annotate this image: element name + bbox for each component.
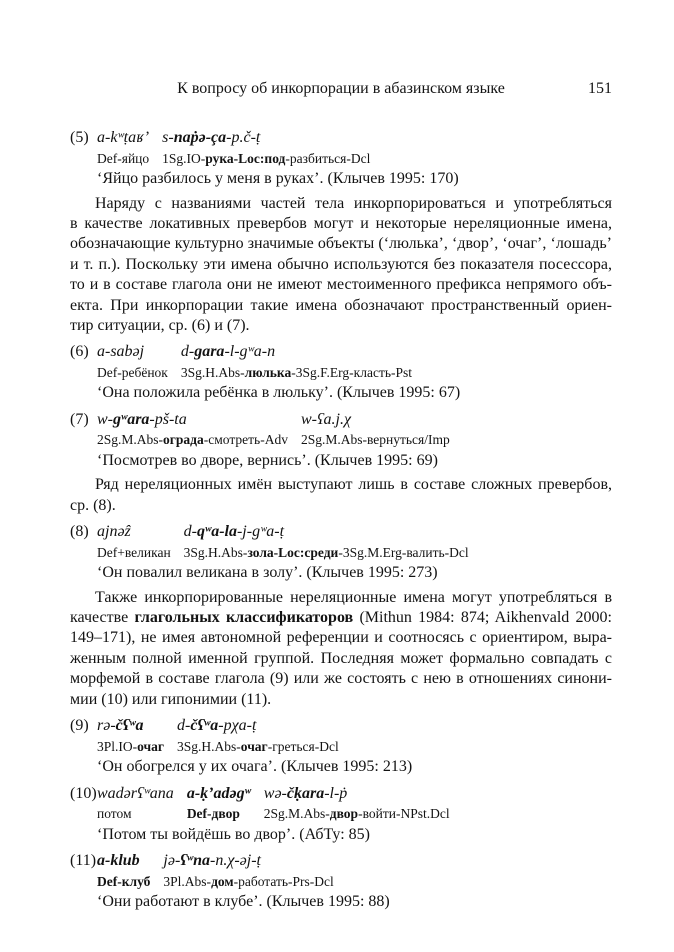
content xyxy=(70,128,612,913)
gloss-line xyxy=(97,737,164,758)
bold-segment: двор xyxy=(329,806,359,822)
text-segment: морфемой в составе глагола (9) или же состоять с нею в отношениях синони- xyxy=(70,670,612,688)
bold-segment: глагольных классификаторов xyxy=(134,609,354,627)
word-column xyxy=(162,128,370,169)
example-number: (5) xyxy=(70,129,89,146)
text-segment: 3Pl.IO- xyxy=(97,738,138,754)
text-segment: -n.χ-əj-ṭ xyxy=(209,852,261,870)
text-segment: 1Sg.IO- xyxy=(162,150,206,166)
example-body xyxy=(97,716,612,778)
transcription-line xyxy=(177,716,339,737)
text-segment: 149–171), не имея автономной референции и соотносясь с ориентиром, выра- xyxy=(70,629,612,647)
text-segment: в качестве локативных превербов могут и некоторые нереляционные имена, xyxy=(70,214,612,232)
interlinear-row xyxy=(97,410,612,451)
example-number: (6) xyxy=(70,343,89,361)
word-column xyxy=(97,410,288,451)
bold-segment: čʕʷa xyxy=(190,717,219,735)
bold-segment: čḳara xyxy=(286,784,325,802)
text-segment: -3Sg.F.Erg-класть-Pst xyxy=(291,364,413,380)
text-segment: s- xyxy=(162,129,174,146)
text-segment: 3Sg.H.Abs- xyxy=(183,544,248,560)
gloss-line xyxy=(97,430,288,451)
text-segment: w-ʕa.j.χ xyxy=(300,410,352,428)
gloss-line xyxy=(177,737,339,758)
example-body xyxy=(97,410,612,472)
paragraph xyxy=(70,194,612,337)
word-column xyxy=(163,851,333,892)
bold-segment: gʷara xyxy=(113,410,150,428)
transcription-line xyxy=(264,784,450,805)
example-block xyxy=(70,410,612,472)
text-segment: rə- xyxy=(97,717,116,735)
example-block xyxy=(70,522,612,584)
paragraph-line xyxy=(70,608,612,628)
paragraph-line xyxy=(70,690,612,710)
word-column xyxy=(97,784,174,825)
example-body xyxy=(97,128,612,190)
paragraph xyxy=(70,475,612,516)
translation-line: ‘Яйцо разбилось у меня в руках’. (Клычев 1995: 170) xyxy=(97,170,459,187)
word-column xyxy=(264,784,450,825)
paragraph-line xyxy=(70,194,612,214)
translation-line: ‘Он повалил великана в золу’. (Клычев 1995: 273) xyxy=(97,564,438,582)
text-segment: -p.č-ṭ xyxy=(226,129,261,146)
bold-segment: ограда xyxy=(163,432,204,448)
paragraph-line xyxy=(70,496,612,516)
text-segment: Наряду с названиями частей тела инкорпорироваться и употребляться xyxy=(95,194,612,212)
text-segment: 2Sg.M.Abs- xyxy=(263,806,330,822)
transcription-line xyxy=(97,851,150,872)
interlinear-row xyxy=(97,784,612,825)
word-column xyxy=(184,522,469,563)
text-segment: -греться-Dcl xyxy=(267,738,339,754)
text-segment: 2Sg.M.Abs-вернуться/Imp xyxy=(300,432,450,448)
bold-segment: ʕʷna xyxy=(180,852,210,870)
bold-segment: a-klub xyxy=(97,852,140,870)
word-column xyxy=(177,716,339,757)
translation-line: ‘Потом ты войдёшь во двор’. (АбТу: 85) xyxy=(97,825,370,843)
bold-segment: qʷa-la xyxy=(197,523,237,541)
translation-line: ‘Посмотрев во дворе, вернись’. (Клычев 1995: 69) xyxy=(97,451,438,469)
example-body xyxy=(97,522,612,584)
interlinear-row xyxy=(97,128,612,169)
bold-segment: a-ḳ’adəgʷ xyxy=(186,784,251,802)
gloss-line xyxy=(163,872,333,893)
word-column xyxy=(97,342,168,383)
example-number: (10) xyxy=(70,784,97,802)
example-number: (7) xyxy=(70,410,89,428)
text-segment: d- xyxy=(177,717,191,735)
text-segment: -l-ṗ xyxy=(324,784,348,802)
paragraph-line xyxy=(70,628,612,648)
gloss-line xyxy=(97,363,168,384)
word-column xyxy=(181,342,412,383)
example-block xyxy=(70,784,612,846)
text-segment: jə- xyxy=(163,852,181,870)
word-column xyxy=(97,128,149,169)
text-segment: -смотреть-Adv xyxy=(203,432,288,448)
text-segment: -3Sg.M.Erg-валить-Dcl xyxy=(338,544,469,560)
text-segment: 2Sg.M.Abs- xyxy=(97,432,164,448)
paragraph-line xyxy=(70,316,612,336)
bold-segment: čʕʷa xyxy=(115,717,144,735)
text-segment: wə- xyxy=(263,784,287,802)
example-body xyxy=(97,851,612,913)
translation-line: ‘Они работают в клубе’. (Клычев 1995: 88) xyxy=(97,893,390,911)
bold-segment: naṗə-ça xyxy=(173,129,227,146)
gloss-line xyxy=(97,149,149,170)
example-body xyxy=(97,342,612,404)
bold-segment: люлька xyxy=(244,364,292,380)
text-segment: a-sabəj xyxy=(97,343,145,361)
transcription-line xyxy=(162,128,370,149)
transcription-line xyxy=(97,128,149,149)
text-segment: и т. п.). Поскольку эти имена обычно используются без показателя посессора, xyxy=(70,255,612,273)
bold-segment: дом xyxy=(211,873,234,889)
transcription-line xyxy=(97,716,164,737)
text-segment: потом xyxy=(97,806,132,822)
interlinear-row xyxy=(97,716,612,757)
gloss-line xyxy=(301,430,450,451)
bold-segment: рука-Loc:под xyxy=(205,150,286,166)
text-segment: d- xyxy=(183,523,197,541)
paragraph-line xyxy=(70,296,612,316)
text-segment: Также инкорпорированные нереляционные имена могут употребляться в xyxy=(95,588,612,606)
text-segment: Ряд нереляционных имён выступают лишь в составе сложных превербов, xyxy=(95,476,612,494)
text-segment: тир ситуации, ср. (6) и (7). xyxy=(70,316,250,334)
paragraph-line xyxy=(70,475,612,495)
text-segment: ajnəẑ xyxy=(97,523,131,541)
text-segment: то и в составе глагола они не имеют местоименного префикса непрямого объ- xyxy=(70,276,612,294)
translation-line: ‘Он обогрелся у их очага’. (Клычев 1995: 213) xyxy=(97,758,413,776)
page-number: 151 xyxy=(588,80,612,97)
paragraph-line xyxy=(70,669,612,689)
paragraph-line xyxy=(70,234,612,254)
gloss-line xyxy=(97,872,150,893)
word-column xyxy=(97,522,171,563)
interlinear-row xyxy=(97,342,612,383)
gloss-line xyxy=(181,363,412,384)
text-segment: ср. (8). xyxy=(70,496,116,514)
gloss-line xyxy=(184,543,469,564)
word-column xyxy=(187,784,251,825)
word-column xyxy=(301,410,450,451)
text-segment: 3Sg.H.Abs- xyxy=(180,364,245,380)
text-segment: -работать-Prs-Dcl xyxy=(233,873,334,889)
example-block xyxy=(70,716,612,778)
transcription-line xyxy=(97,522,171,543)
example-number: (8) xyxy=(70,523,89,541)
transcription-line xyxy=(163,851,333,872)
interlinear-row xyxy=(97,851,612,892)
transcription-line xyxy=(184,522,469,543)
header-title: К вопросу об инкорпорации в абазинском языке xyxy=(177,80,505,97)
text-segment: Def+великан xyxy=(97,544,171,560)
transcription-line xyxy=(181,342,412,363)
gloss-line xyxy=(187,804,251,825)
text-segment: -войти-NPst.Dcl xyxy=(358,806,450,822)
paragraph-line xyxy=(70,649,612,669)
bold-segment: gara xyxy=(194,343,225,361)
word-column xyxy=(97,716,164,757)
bold-segment: зола-Loc:среди xyxy=(247,544,339,560)
text-segment: w- xyxy=(97,410,113,428)
page-header xyxy=(70,78,612,99)
example-number: (9) xyxy=(70,717,89,735)
example-block xyxy=(70,342,612,404)
gloss-line xyxy=(162,149,370,170)
text-segment: -l-gʷa-n xyxy=(224,343,276,361)
gloss-line xyxy=(97,804,174,825)
transcription-line xyxy=(301,410,450,431)
gloss-line xyxy=(97,543,171,564)
text-segment: качестве xyxy=(70,609,135,627)
text-segment: 3Sg.H.Abs- xyxy=(177,738,241,754)
bold-segment: Def-клуб xyxy=(97,873,151,889)
text-segment: -pš-ta xyxy=(149,410,187,428)
text-segment: wadərʕʷana xyxy=(97,784,174,802)
paragraph xyxy=(70,588,612,710)
paragraph-line xyxy=(70,275,612,295)
text-segment: мии (10) или гипонимии (11). xyxy=(70,690,272,708)
word-column xyxy=(97,851,150,892)
text-segment: a-kʷṭaʁ’ xyxy=(97,129,150,146)
translation-line: ‘Она положила ребёнка в люльку’. (Клычев 1995: 67) xyxy=(97,384,461,402)
transcription-line xyxy=(187,784,251,805)
transcription-line xyxy=(97,784,174,805)
interlinear-row xyxy=(97,522,612,563)
text-segment: обозначающие культурно значимые объекты (‘люлька’, ‘двор’, ‘очаг’, ‘лошадь’ xyxy=(70,235,612,253)
transcription-line xyxy=(97,410,288,431)
example-block xyxy=(70,128,612,190)
text-segment: -pχa-ṭ xyxy=(218,717,257,735)
text-segment: (Mithun 1984: 874; Aikhenvald 2000: xyxy=(353,609,612,627)
text-segment: Def-яйцо xyxy=(97,150,150,166)
bold-segment: очаг xyxy=(240,738,268,754)
example-block xyxy=(70,851,612,913)
text-segment: екта. При инкорпорации такие имена обозначают пространственный ориен- xyxy=(70,296,612,314)
example-body xyxy=(97,784,612,846)
transcription-line xyxy=(97,342,168,363)
text-segment: d- xyxy=(180,343,195,361)
text-segment: -j-gʷa-ṭ xyxy=(236,523,285,541)
example-number: (11) xyxy=(70,852,97,870)
bold-segment: Def-двор xyxy=(186,806,240,822)
text-segment: 3Pl.Abs- xyxy=(163,873,212,889)
bold-segment: очаг xyxy=(137,738,165,754)
text-segment: Def-ребёнок xyxy=(97,364,168,380)
paragraph-line xyxy=(70,588,612,608)
paragraph-line xyxy=(70,214,612,234)
paragraph-line xyxy=(70,255,612,275)
text-segment: женным полной именной группой. Последняя может формально совпадать с xyxy=(70,649,612,667)
text-segment: -разбиться-Dcl xyxy=(285,150,371,166)
gloss-line xyxy=(264,804,450,825)
